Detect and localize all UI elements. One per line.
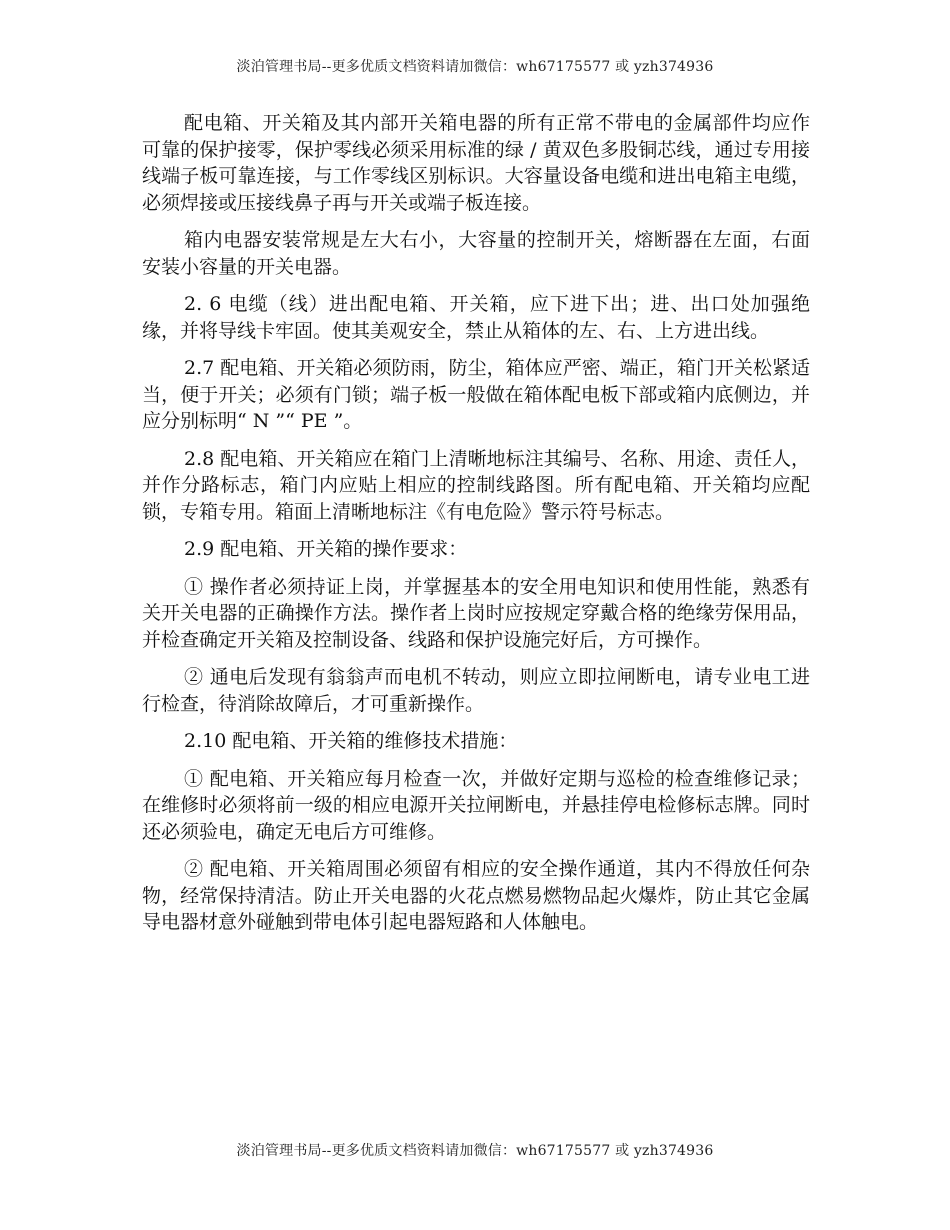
paragraph-2-7: 2.7 配电箱、开关箱必须防雨，防尘，箱体应严密、端正，箱门开关松紧适当，便于开关；必须有门锁；端子板一般做在箱体配电板下部或箱内底侧边，并应分别标明“ N ”“ PE ”。 — [142, 357, 810, 432]
paragraph-2-10-item-2: ② 配电箱、开关箱周围必须留有相应的安全操作通道，其内不得放任何杂物，经常保持清洁。防止开关电器的火花点燃易燃物品起火爆炸，防止其它金属导电器材意外碰触到带电体引起电器短路和人体触电。 — [142, 858, 810, 933]
paragraph-2-10-heading: 2.10 配电箱、开关箱的维修技术措施： — [184, 730, 518, 752]
paragraph-grounding: 配电箱、开关箱及其内部开关箱电器的所有正常不带电的金属部件均应作可靠的保护接零，保护零线必须采用标准的绿 / 黄双色多股铜芯线，通过专用接线端子板可靠连接，与工作零线区别标识。大容量设备电缆和进出电箱主电缆，必须焊接或压接线鼻子再与开关或端子板连接。 — [142, 112, 810, 214]
paragraph-2-9-heading: 2.9 配电箱、开关箱的操作要求： — [184, 538, 468, 560]
paragraph-2-6: 2. 6 电缆（线）进出配电箱、开关箱，应下进下出；进、出口处加强绝缘，并将导线卡牢固。使其美观安全，禁止从箱体的左、右、上方进出线。 — [142, 293, 810, 342]
paragraph-layout: 箱内电器安装常规是左大右小，大容量的控制开关，熔断器在左面，右面安装小容量的开关电器。 — [142, 229, 810, 278]
paragraph-2-8: 2.8 配电箱、开关箱应在箱门上清晰地标注其编号、名称、用途、责任人，并作分路标志，箱门内应贴上相应的控制线路图。所有配电箱、开关箱均应配锁，专箱专用。箱面上清晰地标注《有电危险》警示符号标志。 — [142, 447, 810, 523]
paragraph-2-10-item-1: ① 配电箱、开关箱应每月检查一次，并做好定期与巡检的检查维修记录；在维修时必须将前一级的相应电源开关拉闸断电，并悬挂停电检修标志牌。同时还必须验电，确定无电后方可维修。 — [142, 767, 810, 843]
page-header: 淡泊管理书局--更多优质文档资料请加微信：wh67175577 或 yzh374936 — [236, 59, 714, 75]
paragraph-2-9-item-1: ① 操作者必须持证上岗，并掌握基本的安全用电知识和使用性能，熟悉有关开关电器的正确操作方法。操作者上岗时应按规定穿戴合格的绝缘劳保用品，并检查确定开关箱及控制设备、线路和保护设施完好后，方可操作。 — [142, 575, 810, 651]
document-body — [142, 110, 810, 947]
paragraph-2-9-item-2: ② 通电后发现有翁翁声而电机不转动，则应立即拉闸断电，请专业电工进行检查，待消除故障后，才可重新操作。 — [142, 666, 810, 715]
page-footer: 淡泊管理书局--更多优质文档资料请加微信：wh67175577 或 yzh374936 — [236, 1143, 714, 1159]
